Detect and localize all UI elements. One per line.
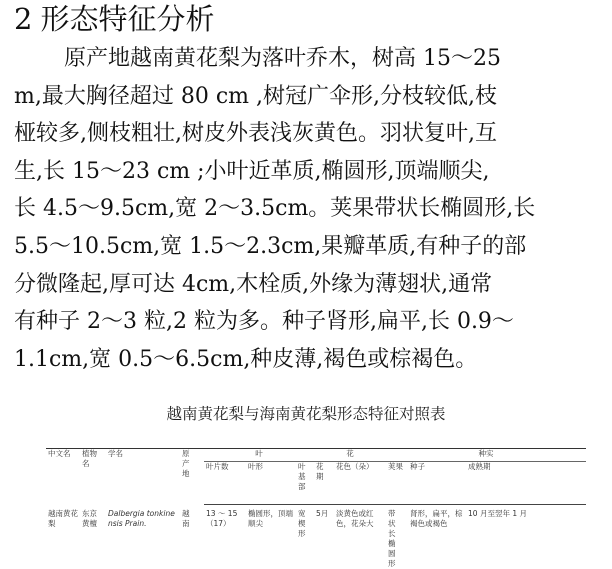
cell-pod <box>386 505 408 569</box>
body-paragraph <box>14 40 604 378</box>
cell-origin <box>180 505 204 569</box>
header-maturity: 成熟期 <box>466 462 586 505</box>
cell-leaflet-count: 13 ～ 15（17） <box>204 505 246 569</box>
paragraph-line: 桠较多,侧枝粗壮,树皮外表浅灰黄色。羽状复叶,互 <box>14 115 604 153</box>
paragraph-line: 分微隆起,厚可达 4cm,木栓质,外缘为薄翅状,通常 <box>14 266 604 304</box>
paragraph-line: 1.1cm,宽 0.5～6.5cm,种皮薄,褐色或棕褐色。 <box>14 341 604 379</box>
cell-leaf-shape: 椭圆形，顶端顺尖 <box>246 505 296 569</box>
cell-flower-color: 淡黄色或红色，花朵大 <box>334 505 386 569</box>
paragraph-line: m,最大胸径超过 80 cm ,树冠广伞形,分枝较低,枝 <box>14 78 604 116</box>
cell-leaf-base <box>296 505 314 569</box>
header-leaf-base-label: 叶基部 <box>298 462 307 492</box>
header-leaf-base <box>296 462 314 505</box>
section-number: 2 <box>14 2 32 36</box>
cell-origin-value: 越南 <box>182 509 191 529</box>
header-leaf-shape: 叶形 <box>246 462 296 505</box>
header-origin <box>180 449 204 505</box>
cell-flowering: 5月 <box>314 505 334 569</box>
header-pod: 荚果 <box>386 462 408 505</box>
header-flower-color: 花色（朵） <box>334 462 386 505</box>
paragraph-line: 5.5～10.5cm,宽 1.5～2.3cm,果瓣革质,有种子的部 <box>14 228 604 266</box>
cell-pod-value: 带状长椭圆形 <box>388 509 397 569</box>
table-row <box>46 505 586 569</box>
cell-plant-name: 东京黄檀 <box>80 505 106 569</box>
cell-maturity: 10 月至翌年 1 月 <box>466 505 586 569</box>
section-title: 形态特征分析 <box>40 2 214 36</box>
cell-scientific-name: Dalbergia tonkinensis Prain. <box>106 505 180 569</box>
cell-leaf-base-value: 宽楔形 <box>298 509 307 539</box>
header-group-leaf: 叶 <box>204 449 314 462</box>
header-scientific-name: 学名 <box>106 449 180 505</box>
comparison-table <box>46 448 586 569</box>
table-caption: 越南黄花梨与海南黄花梨形态特征对照表 <box>0 404 612 424</box>
header-group-fruit: 种实 <box>386 449 586 462</box>
section-heading <box>14 2 214 36</box>
paragraph-line: 原产地越南黄花梨为落叶乔木，树高 15～25 <box>14 40 604 78</box>
header-plant-name: 植物名 <box>80 449 106 505</box>
header-chinese-name: 中文名 <box>46 449 80 505</box>
cell-seed: 肾形，扁平，棕褐色或褐色 <box>408 505 466 569</box>
header-flowering <box>314 462 334 505</box>
header-flowering-label: 花期 <box>316 462 325 482</box>
header-leaflet-count: 叶片数 <box>204 462 246 505</box>
header-origin-label: 原产地 <box>182 449 191 479</box>
paragraph-line: 长 4.5～9.5cm,宽 2～3.5cm。荚果带状长椭圆形,长 <box>14 190 604 228</box>
cell-chinese-name: 越南黄花梨 <box>46 505 80 569</box>
paragraph-line: 有种子 2～3 粒,2 粒为多。种子肾形,扁平,长 0.9～ <box>14 303 604 341</box>
header-group-flower: 花 <box>314 449 386 462</box>
table-header-row <box>46 449 586 462</box>
header-seed: 种子 <box>408 462 466 505</box>
paragraph-line: 生,长 15～23 cm ;小叶近革质,椭圆形,顶端顺尖, <box>14 153 604 191</box>
